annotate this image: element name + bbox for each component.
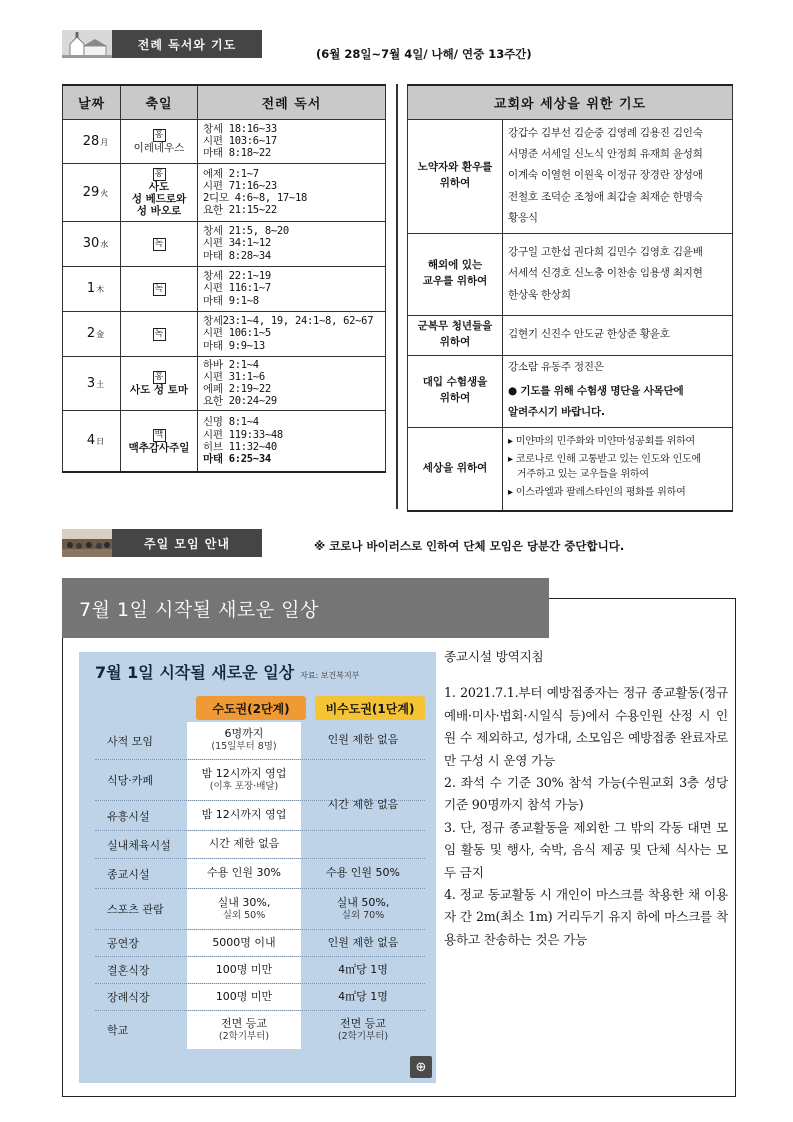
rules-grid (95, 722, 425, 1049)
liturgy-table (62, 84, 386, 473)
capital-rule-text: 전면 등교 (220, 1016, 267, 1030)
capital-rule (187, 859, 301, 888)
rule-row (95, 859, 425, 889)
prayer-names: 이계숙 이열헌 이원욱 이정규 장경란 장성애 (508, 169, 703, 182)
liturgy-row (63, 311, 386, 356)
reading: 하바 2:1~4 (203, 358, 259, 371)
section-subtitle: (6월 28일~7월 4일/ 나해/ 연중 13주간) (316, 47, 532, 61)
non-capital-rule-text: 전면 등교 (339, 1016, 386, 1030)
liturgy-row (63, 356, 386, 410)
reading: 히브 11:32~40 (203, 440, 277, 453)
rule-row (95, 722, 425, 760)
rule-category: 학교 (107, 1024, 129, 1037)
capital-rule-note: 실외 50% (222, 909, 266, 921)
liturgy-row (63, 266, 386, 311)
col-date: 날짜 (63, 85, 121, 119)
day-number: 29 (82, 184, 100, 200)
non-capital-rule (301, 984, 425, 1010)
reading: 마태 8:18~22 (203, 147, 271, 160)
reading: 창세23:1~4, 19, 24:1~8, 62~67 (203, 315, 374, 328)
non-capital-rule-note: 실외 70% (341, 909, 385, 921)
rule-row (95, 798, 425, 831)
prayer-note: ● 기도를 위해 수험생 명단을 사목단에 알려주시기 바랍니다. (508, 385, 684, 419)
non-capital-rule-text: 인원 제한 없음 (327, 733, 399, 747)
day-of-week: 日 (96, 437, 105, 447)
day-of-week: 水 (100, 240, 109, 249)
prayer-names: 김현기 신진수 안도균 한상준 황윤호 (508, 328, 670, 341)
rule-category: 실내체육시설 (107, 838, 171, 852)
prayer-bullet: ▸ 코로나로 인해 고통받고 있는 인도와 인도에 거주하고 있는 교우들을 위하여 (508, 454, 701, 481)
section-header-liturgy (62, 30, 262, 58)
non-capital-rule (301, 930, 425, 956)
col-readings: 전례 독서 (198, 85, 386, 119)
capital-rule-note: (15일부터 8명) (211, 741, 277, 753)
capital-rule (187, 984, 301, 1010)
capital-rule (187, 1011, 301, 1049)
liturgical-color-symbol: 녹 (153, 328, 166, 341)
prayer-bullet: ▸ 이스라엘과 팔레스타인의 평화를 위하여 (508, 487, 686, 499)
prayer-row (408, 315, 733, 355)
reading: 시편 119:33~48 (203, 428, 283, 441)
prayer-names: 황응식 (508, 212, 538, 225)
feast-name: 사도 성 베드로와 성 바오로 (131, 180, 187, 218)
prayer-row (408, 119, 733, 233)
liturgy-row (63, 119, 386, 163)
prayer-row (408, 355, 733, 427)
prayer-names: 서명준 서세일 신노식 안정희 유재희 윤성희 (508, 147, 703, 160)
non-capital-rule-text: 수용 인원 50% (326, 866, 400, 880)
prayer-names: 강소람 유동주 정진은 (508, 361, 604, 374)
capital-rule (187, 760, 301, 800)
prayer-names: 강갑수 김부선 김순중 김영례 김용진 김인숙 (508, 126, 703, 139)
non-capital-rule (301, 1011, 425, 1049)
reading: 시편 34:1~12 (203, 237, 271, 250)
prayer-names: 강구일 고한섭 권다희 김민수 김영호 김윤배 (508, 245, 703, 258)
rule-row (95, 831, 425, 859)
capital-rule-text: 100명 미만 (215, 989, 273, 1003)
prayer-purpose: 노약자와 환우를 위하여 (408, 119, 503, 233)
rule-row (95, 1011, 425, 1049)
prayer-header: 교회와 세상을 위한 기도 (408, 85, 733, 119)
meeting-photo (62, 529, 112, 557)
reading: 마태 8:28~34 (203, 249, 271, 262)
non-capital-rule (301, 859, 425, 888)
prayer-table (407, 84, 733, 512)
non-capital-rule (301, 957, 425, 983)
reading: 창세 18:16~33 (203, 122, 277, 135)
prayer-purpose: 군복무 청년들을 위하여 (408, 315, 503, 355)
capital-rule-text: 밤 12시까지 영업 (201, 766, 287, 780)
day-number: 30 (82, 236, 100, 251)
guideline-title: 종교시설 방역지침 (444, 649, 544, 664)
non-capital-rule (301, 889, 425, 929)
rule-row (95, 889, 425, 930)
section-title: 전례 독서와 기도 (112, 30, 262, 58)
capital-rule (187, 722, 301, 759)
prayer-purpose: 해외에 있는 교우를 위하여 (408, 233, 503, 315)
prayer-names: 전철호 조덕순 조청애 최갑술 최재순 한명숙 (508, 190, 703, 203)
reading: 창세 21:5, 8~20 (203, 225, 289, 238)
rule-category: 식당·카페 (107, 774, 154, 787)
prayer-purpose: 세상을 위하여 (408, 427, 503, 511)
day-number: 2 (86, 326, 96, 341)
day-number: 3 (86, 375, 96, 391)
reading: 마태 9:9~13 (203, 339, 265, 352)
capital-rule (187, 831, 301, 858)
capital-area-pill: 수도권(2단계) (196, 696, 306, 720)
non-capital-rule-note: (2학기부터) (337, 1030, 389, 1042)
rule-category: 결혼식장 (107, 964, 150, 977)
liturgical-color-symbol: 홍 (153, 129, 166, 142)
reading: 시편 116:1~7 (203, 282, 271, 295)
liturgy-row (63, 221, 386, 266)
prayer-names: 한상욱 한상희 (508, 288, 571, 301)
rule-category: 스포츠 관람 (107, 903, 164, 916)
reading: 에페 2:19~22 (203, 383, 271, 395)
col-feast: 축일 (121, 85, 198, 119)
prayer-row (408, 427, 733, 511)
non-capital-rule (301, 831, 425, 858)
day-of-week: 月 (100, 137, 109, 147)
capital-rule-note: (이후 포장·배달) (209, 780, 279, 792)
day-of-week: 金 (96, 330, 105, 339)
guideline-item: 3. 단, 정규 종교활동을 제외한 그 밖의 각동 대면 모임 활동 및 행사, 숙박, 음식 제공 및 단체 식사는 모두 금지 (444, 819, 728, 880)
guideline-item: 4. 정교 동교활동 시 개인이 마스크를 착용한 채 이용자 간 2m(최소 1m) 거리두기 유지 하에 마스크를 착용하고 찬송하는 것은 가능 (444, 887, 728, 947)
liturgical-color-symbol: 홍 (153, 168, 166, 181)
reading: 2디모 4:6~8, 17~18 (203, 192, 307, 204)
capital-rule (187, 801, 301, 830)
infographic (79, 652, 436, 1083)
prayer-purpose: 대입 수험생을 위하여 (408, 355, 503, 427)
rule-row (95, 957, 425, 984)
capital-rule (187, 930, 301, 956)
liturgical-color-symbol: 홍 (153, 371, 166, 384)
liturgy-row (63, 410, 386, 472)
non-capital-rule (301, 781, 425, 830)
day-number: 1 (86, 281, 96, 296)
guideline-text (444, 646, 728, 951)
guideline-item: 1. 2021.7.1.부터 예방접종자는 정규 종교활동(정규예배·미사·법회·시일식 등)에서 수용인원 산정 시 인원 수 제외하고, 성가대, 소모임은 예방접종 완료자로만 구성 시 운영 가능 (444, 685, 728, 768)
section-header-meetings (62, 529, 262, 557)
reading: 마태 6:25~34 (203, 452, 271, 465)
rule-category: 종교시설 (107, 867, 150, 881)
guideline-item: 2. 좌석 수 기준 30% 참석 가능(수원교회 3층 성당 기준 90명까지 참석 가능) (444, 775, 728, 813)
rule-category: 공연장 (107, 937, 139, 950)
day-number: 28 (82, 133, 100, 149)
non-capital-pill: 비수도권(1단계) (315, 696, 425, 720)
day-number: 4 (86, 433, 96, 449)
liturgical-color-symbol: 백 (153, 429, 166, 442)
infographic-source: 자료: 보건복지부 (300, 671, 360, 680)
reading: 신명 8:1~4 (203, 416, 259, 429)
covid-notice: ※ 코로나 바이러스로 인하여 단체 모임은 당분간 중단합니다. (314, 539, 625, 553)
reading: 시편 71:16~23 (203, 179, 277, 192)
day-of-week: 木 (96, 285, 105, 294)
reading: 에제 2:1~7 (203, 167, 259, 180)
day-of-week: 火 (100, 188, 109, 198)
day-of-week: 土 (96, 379, 105, 389)
liturgical-color-symbol: 녹 (153, 283, 166, 296)
rule-category: 장례식장 (107, 991, 150, 1004)
capital-rule (187, 889, 301, 929)
feast-name: 이레네우스 (133, 141, 185, 154)
capital-rule-text: 시간 제한 없음 (208, 837, 280, 851)
prayer-bullet: ▸ 미얀마의 민주화와 미얀마성공회를 위하여 (508, 436, 696, 448)
reading: 창세 22:1~19 (203, 270, 271, 283)
rule-category: 사적 모임 (107, 734, 154, 748)
new-normal-title: 7월 1일 시작될 새로운 일상 (62, 578, 549, 638)
prayer-row (408, 233, 733, 315)
feast-name: 맥추감사주일 (128, 441, 190, 454)
non-capital-rule-text: 시간 제한 없음 (327, 798, 399, 812)
capital-rule-note: (2학기부터) (218, 1030, 270, 1042)
reading: 마태 9:1~8 (203, 294, 259, 307)
column-divider (396, 84, 398, 509)
zoom-icon[interactable]: ⊕ (410, 1056, 432, 1078)
rule-row (95, 984, 425, 1011)
capital-rule-text: 밤 12시까지 영업 (201, 808, 287, 822)
section-title-meetings: 주일 모임 안내 (112, 529, 262, 557)
capital-rule-text: 100명 미만 (215, 962, 273, 976)
capital-rule-text: 5000명 이내 (212, 935, 276, 949)
infographic-title: 7월 1일 시작될 새로운 일상 자료: 보건복지부 (95, 663, 360, 682)
reading: 시편 103:6~17 (203, 134, 277, 147)
reading: 요한 20:24~29 (203, 395, 277, 408)
feast-name: 사도 성 토마 (129, 383, 189, 396)
capital-rule-text: 수용 인원 30% (207, 866, 281, 880)
church-photo (62, 30, 112, 58)
prayer-names: 서세석 신경호 신노충 이찬송 임용생 최지현 (508, 267, 703, 280)
reading: 요한 21:15~22 (203, 204, 277, 217)
non-capital-rule-text: 4㎡당 1명 (338, 989, 388, 1003)
reading: 시편 106:1~5 (203, 327, 271, 340)
capital-rule-text: 실내 30%, (217, 895, 271, 909)
capital-rule (187, 957, 301, 983)
non-capital-rule-text: 인원 제한 없음 (327, 935, 399, 949)
rule-category: 유흥시설 (107, 809, 150, 823)
non-capital-rule-text: 실내 50%, (336, 895, 390, 909)
rule-row (95, 930, 425, 957)
non-capital-rule-text: 4㎡당 1명 (338, 962, 388, 976)
capital-rule-text: 6명까지 (224, 727, 264, 741)
reading: 시편 31:1~6 (203, 370, 265, 383)
liturgy-row (63, 163, 386, 221)
liturgical-color-symbol: 녹 (153, 238, 166, 251)
non-capital-rule (301, 722, 425, 759)
